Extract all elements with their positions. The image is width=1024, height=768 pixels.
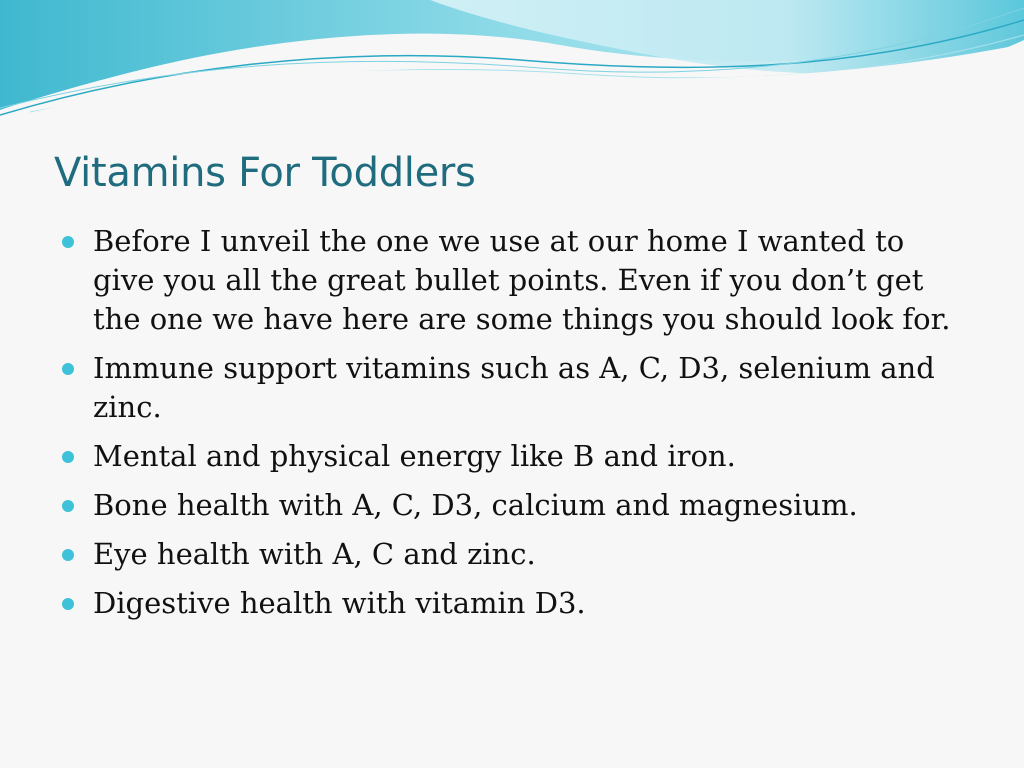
bullet-item [62, 486, 962, 525]
bullet-text: Before I unveil the one we use at our home I wanted to give you all the great bullet points. Even if you don’t get the one we have here are some things you should look for. [93, 224, 951, 336]
bullet-dot-icon [62, 500, 74, 512]
bullet-dot-icon [62, 363, 74, 375]
bullet-dot-icon [62, 236, 74, 248]
bullet-text: Eye health with A, C and zinc. [93, 537, 536, 571]
bullet-item [62, 535, 962, 574]
bullet-item [62, 349, 962, 427]
bullet-text: Bone health with A, C, D3, calcium and magnesium. [93, 488, 858, 522]
bullet-text: Immune support vitamins such as A, C, D3, selenium and zinc. [93, 351, 935, 424]
bullet-list [62, 222, 962, 633]
bullet-dot-icon [62, 598, 74, 610]
bullet-dot-icon [62, 549, 74, 561]
bullet-dot-icon [62, 451, 74, 463]
bullet-item [62, 437, 962, 476]
slide-title: Vitamins For Toddlers [54, 150, 476, 196]
bullet-item [62, 222, 962, 339]
bullet-item [62, 584, 962, 623]
bullet-text: Mental and physical energy like B and iron. [93, 439, 736, 473]
wave-header-decoration [0, 0, 1024, 140]
bullet-text: Digestive health with vitamin D3. [93, 586, 586, 620]
